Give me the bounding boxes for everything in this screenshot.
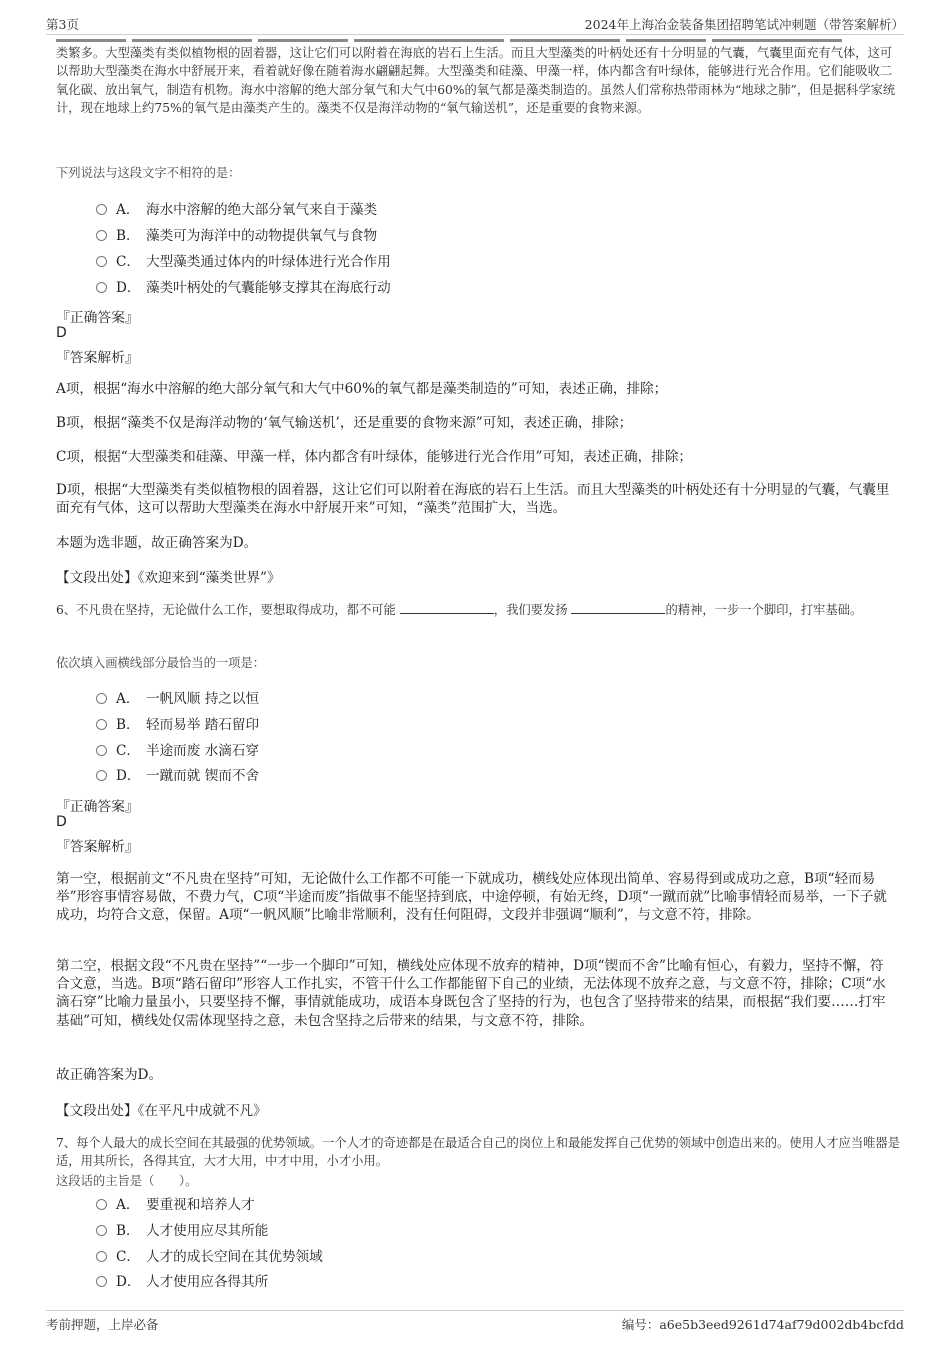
document-id: 编号：a6e5b3eed9261d74af79d002db4bcfdd	[621, 1317, 904, 1332]
radio-icon[interactable]	[96, 282, 107, 293]
page-header	[46, 14, 904, 35]
page-number: 第3页	[46, 17, 79, 32]
q7-option-c[interactable]: C． 人才的成长空间在其优势领域	[96, 1247, 323, 1267]
q5-passage: 类繁多。大型藻类有类似植物根的固着器，这让它们可以附着在海底的岩石上生活。而且大型藻类的叶柄处还有十分明显的气囊，气囊里面充有气体，这可以帮助大型藻类在海水中舒展开来，看着就好像在随着海水翩翩起舞。大型藻类和硅藻、甲藻一样，体内都含有叶绿体，能够进行光合作用。它们能吸收二氧化碳、放出氧气，制造有机物。海水中溶解的绝大部分氧气和大气中60%的氧气都是藻类制造的。虽然人们常称热带雨林为“地球之肺”，但是据科学家统计，现在地球上约75%的氧气是由藻类产生的。藻类不仅是海洋动物的“氧气输送机”，还是重要的食物来源。	[56, 46, 896, 115]
q5-source: 【文段出处】《欢迎来到“藻类世界”》	[56, 570, 281, 586]
q5-analysis-b: B项，根据“藻类不仅是海洋动物的‘氧气输送机’，还是重要的食物来源”可知，表述正确，排除；	[56, 415, 633, 431]
q5-analysis-c: C项，根据“大型藻类和硅藻、甲藻一样，体内都含有叶绿体，能够进行光合作用”可知，表述正确，排除；	[56, 449, 693, 465]
page-footer	[46, 1310, 904, 1335]
blank-line	[571, 601, 665, 614]
radio-icon[interactable]	[96, 1251, 107, 1262]
q5-option-c[interactable]: C． 大型藻类通过体内的叶绿体进行光合作用	[96, 252, 391, 272]
q5-option-b[interactable]: B． 藻类可为海洋中的动物提供氧气与食物	[96, 226, 377, 246]
q5-option-a[interactable]: A． 海水中溶解的绝大部分氧气来自于藻类	[96, 200, 377, 220]
q6-prompt: 依次填入画横线部分最恰当的一项是：	[56, 656, 266, 670]
q6-answer-label: 『正确答案』	[56, 799, 139, 815]
q6-analysis-blank-2: 第二空，根据文段“不凡贵在坚持”“一步一个脚印”可知，横线处应体现不放弃的精神，D项“锲而不舍”比喻有恒心，有毅力，坚持不懈，符合文意，当选。B项“踏石留印”形容人工作扎实，不管干什么工作都能留下自己的业绩，无法体现不放弃之意，与文意不符，排除；C项“水滴石穿”比喻力量虽小，只要坚持不懈，事情就能成功，成语本身既包含了坚持的行为，也包含了坚持带来的结果，而根据“我们要……打牢基础”可知，横线处仅需体现坚持之意，未包含坚持之后带来的结果，与文意不符，排除。	[56, 958, 886, 1029]
q6-option-c[interactable]: C． 半途而废 水滴石穿	[96, 741, 259, 761]
radio-icon[interactable]	[96, 1199, 107, 1210]
radio-icon[interactable]	[96, 1276, 107, 1287]
q5-conclusion: 本题为选非题，故正确答案为D。	[56, 535, 258, 551]
q6-analysis-blank-1: 第一空，根据前文“不凡贵在坚持”可知，无论做什么工作都不可能一下就成功，横线处应体现出简单、容易得到或成功之意，B项“轻而易举”形容事情容易做，不费力气，C项“半途而废”指做事不能坚持到底，中途停顿，有始无终，D项“一蹴而就”比喻事情轻而易举，一下子就成功，均符合文意，保留。A项“一帆风顺”比喻非常顺利，没有任何阻碍，文段并非强调“顺利”，与文意不符，排除。	[56, 871, 887, 924]
q6-source: 【文段出处】《在平凡中成就不凡》	[56, 1103, 267, 1119]
blank-line	[400, 601, 494, 614]
q5-analysis-d: D项，根据“大型藻类有类似植物根的固着器，这让它们可以附着在海底的岩石上生活。而且大型藻类的叶柄处还有十分明显的气囊，气囊里面充有气体，这可以帮助大型藻类在海水中舒展开来”可知，“藻类”范围扩大，当选。	[56, 482, 890, 517]
q6-answer: D	[56, 814, 67, 830]
radio-icon[interactable]	[96, 1225, 107, 1236]
q5-answer: D	[56, 325, 67, 341]
q5-analysis-a: A项，根据“海水中溶解的绝大部分氧气和大气中60%的氧气都是藻类制造的”可知，表述正确，排除；	[56, 381, 668, 397]
radio-icon[interactable]	[96, 693, 107, 704]
q6-option-b[interactable]: B． 轻而易举 踏石留印	[96, 715, 259, 735]
clipped-text-line	[56, 36, 896, 44]
q7-stem: 7、每个人最大的成长空间在其最强的优势领域。一个人才的奇迹都是在最适合自己的岗位上和最能发挥自己优势的领域中创造出来的。使用人才应当唯器是适，用其所长，各得其宜，大才大用，中才中用，小才小用。	[56, 1136, 901, 1169]
q7-option-b[interactable]: B． 人才使用应尽其所能	[96, 1221, 268, 1241]
q5-analysis-label: 『答案解析』	[56, 350, 139, 366]
q6-option-a[interactable]: A． 一帆风顺 持之以恒	[96, 689, 259, 709]
q7-option-d[interactable]: D． 人才使用应各得其所	[96, 1272, 268, 1292]
q6-analysis-label: 『答案解析』	[56, 839, 139, 855]
document-title: 2024年上海冶金装备集团招聘笔试冲刺题（带答案解析）	[584, 17, 904, 32]
q7-option-a[interactable]: A． 要重视和培养人才	[96, 1195, 255, 1215]
radio-icon[interactable]	[96, 230, 107, 241]
q5-prompt: 下列说法与这段文字不相符的是：	[56, 166, 241, 180]
radio-icon[interactable]	[96, 204, 107, 215]
q5-option-d[interactable]: D． 藻类叶柄处的气囊能够支撑其在海底行动	[96, 278, 391, 298]
radio-icon[interactable]	[96, 256, 107, 267]
radio-icon[interactable]	[96, 719, 107, 730]
q6-stem: 6、不凡贵在坚持，无论做什么工作，要想取得成功，都不可能 ，我们要发扬 的精神，一步一个脚印，打牢基础。	[56, 603, 863, 617]
q7-prompt: 这段话的主旨是（ ）。	[56, 1174, 198, 1188]
radio-icon[interactable]	[96, 770, 107, 781]
footer-slogan: 考前押题，上岸必备	[46, 1317, 159, 1332]
q6-option-d[interactable]: D． 一蹴而就 锲而不舍	[96, 766, 259, 786]
q6-conclusion: 故正确答案为D。	[56, 1067, 163, 1083]
radio-icon[interactable]	[96, 745, 107, 756]
q5-answer-label: 『正确答案』	[56, 310, 139, 326]
